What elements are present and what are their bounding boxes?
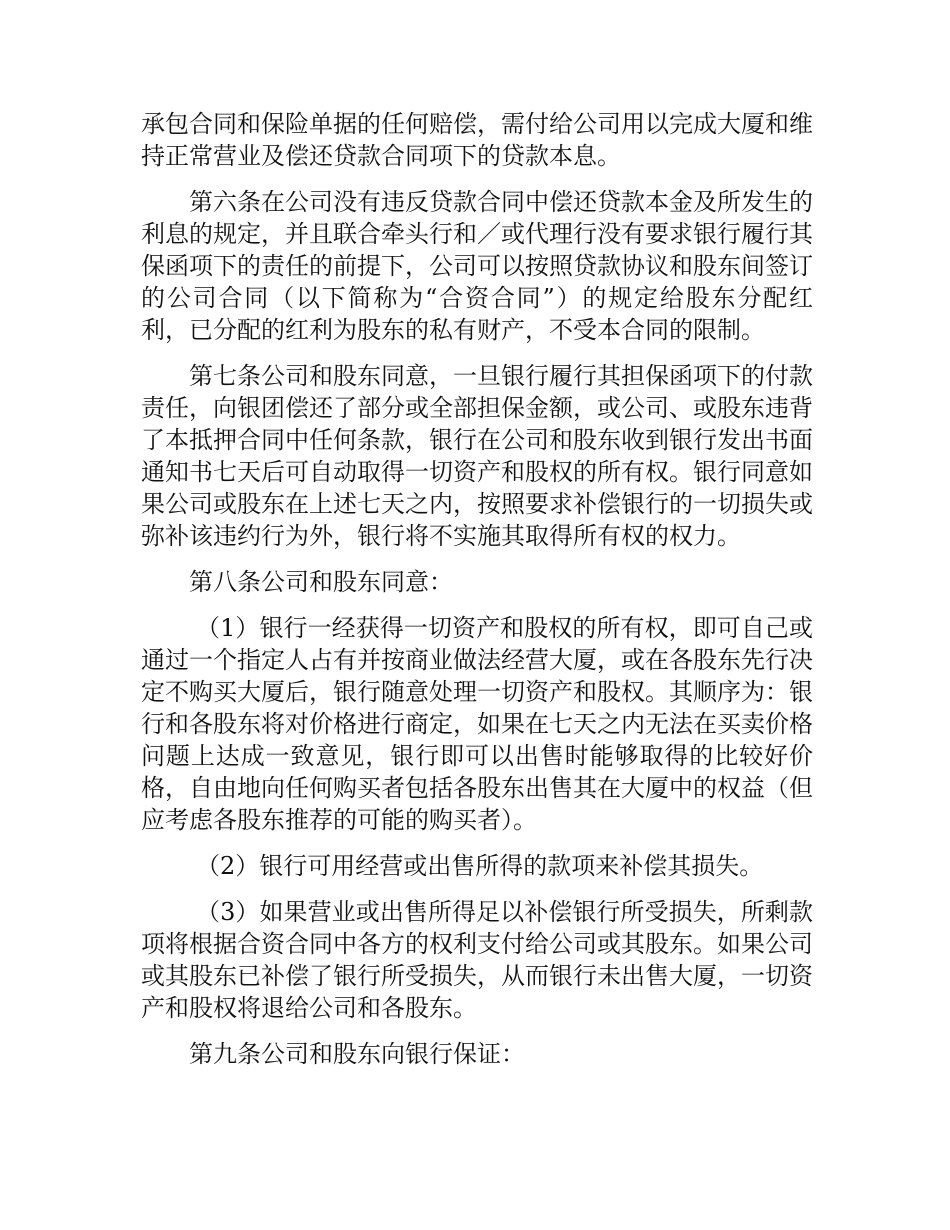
paragraph-article-7: 第七条公司和股东同意，一旦银行履行其担保函项下的付款责任，向银团偿还了部分或全部担保金额，或公司、或股东违背了本抵押合同中任何条款，银行在公司和股东收到银行发出书面通知书七天后可自动取得一切资产和股权的所有权。银行同意如果公司或股东在上述七天之内，按照要求补偿银行的一切损失或弥补该违约行为外，银行将不实施其取得所有权的权力。 — [141, 362, 813, 550]
paragraph-article-9: 第九条公司和股东向银行保证： — [189, 1040, 525, 1068]
paragraph-article-8-item-3: （3）如果营业或出售所得足以补偿银行所受损失，所剩款项将根据合资合同中各方的权利支付给公司或其股东。如果公司或其股东已补偿了银行所受损失，从而银行未出售大厦，一切资产和股权将退给公司和各股东。 — [141, 898, 813, 1022]
paragraph-article-8-item-1: （1）银行一经获得一切资产和股权的所有权，即可自己或通过一个指定人占有并按商业做法经营大厦，或在各股东先行决定不购买大厦后，银行随意处理一切资产和股权。其顺序为：银行和各股东将对价格进行商定，如果在七天之内无法在买卖价格问题上达成一致意见，银行即可以出售时能够取得的比较好价格，自由地向任何购买者包括各股东出售其在大厦中的权益（但应考虑各股东推荐的可能的购买者）。 — [141, 614, 813, 834]
paragraph-article-8: 第八条公司和股东同意： — [189, 568, 453, 596]
paragraph-continuation: 承包合同和保险单据的任何赔偿，需付给公司用以完成大厦和维持正常营业及偿还贷款合同项下的贷款本息。 — [141, 110, 813, 170]
paragraph-article-6: 第六条在公司没有违反贷款合同中偿还贷款本金及所发生的利息的规定，并且联合牵头行和／或代理行没有要求银行履行其保函项下的责任的前提下，公司可以按照贷款协议和股东间签订的公司合同（以下简称为“合资合同”）的规定给股东分配红利，已分配的红利为股东的私有财产，不受本合同的限制。 — [141, 188, 813, 344]
document-body — [141, 108, 813, 1084]
paragraph-article-8-item-2: （2）银行可用经营或出售所得的款项来补偿其损失。 — [196, 852, 764, 880]
